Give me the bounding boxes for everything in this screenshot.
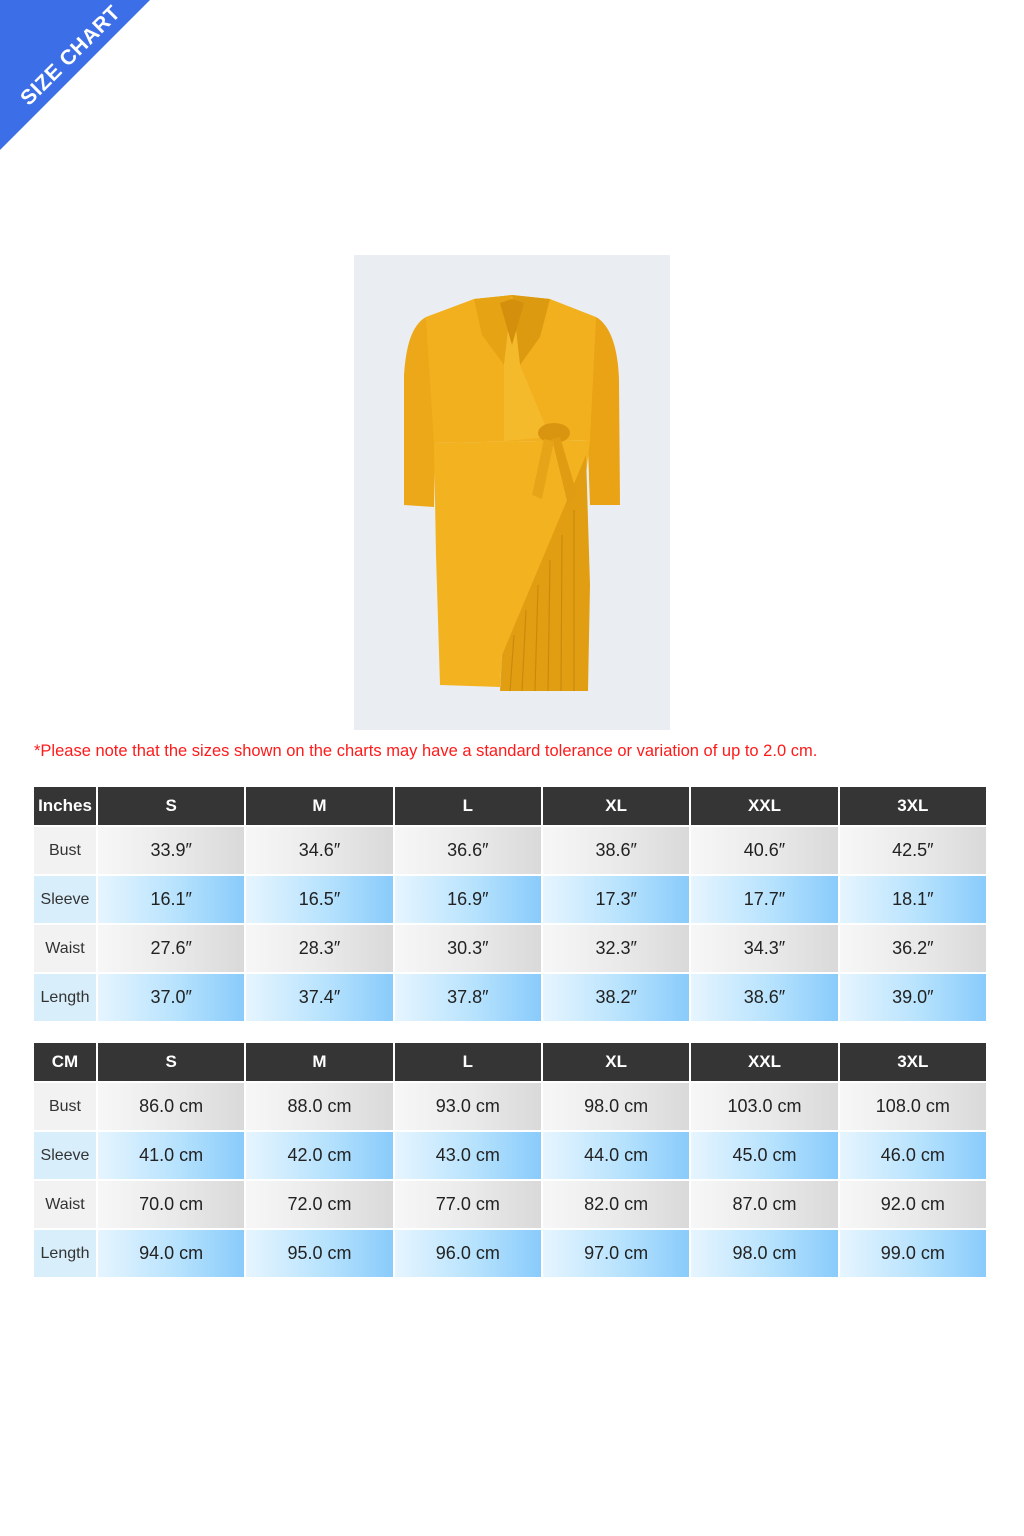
inches-size-table [32, 785, 988, 1023]
measurement-cell: 98.0 cm [691, 1230, 837, 1277]
measurement-cell: 34.3″ [691, 925, 837, 972]
product-image [354, 255, 670, 730]
measurement-cell: 77.0 cm [395, 1181, 541, 1228]
measurement-cell: 97.0 cm [543, 1230, 689, 1277]
measurement-cell: 28.3″ [246, 925, 392, 972]
measurement-cell: 88.0 cm [246, 1083, 392, 1130]
size-header: S [98, 787, 244, 825]
size-tolerance-note: *Please note that the sizes shown on the charts may have a standard tolerance or variation of up to 2.0 cm. [34, 742, 818, 760]
measurement-cell: 37.0″ [98, 974, 244, 1021]
measurement-cell: 38.6″ [691, 974, 837, 1021]
measurement-cell: 33.9″ [98, 827, 244, 874]
measurement-cell: 34.6″ [246, 827, 392, 874]
measurement-cell: 16.9″ [395, 876, 541, 923]
cm-header-row [34, 1043, 986, 1081]
size-header: XXL [691, 787, 837, 825]
table-row [34, 1230, 986, 1277]
measurement-cell: 92.0 cm [840, 1181, 986, 1228]
table-row [34, 1181, 986, 1228]
measurement-cell: 42.5″ [840, 827, 986, 874]
row-label: Length [34, 1230, 96, 1277]
size-header: 3XL [840, 787, 986, 825]
measurement-cell: 94.0 cm [98, 1230, 244, 1277]
measurement-cell: 38.2″ [543, 974, 689, 1021]
measurement-cell: 41.0 cm [98, 1132, 244, 1179]
measurement-cell: 99.0 cm [840, 1230, 986, 1277]
measurement-cell: 17.3″ [543, 876, 689, 923]
measurement-cell: 98.0 cm [543, 1083, 689, 1130]
measurement-cell: 39.0″ [840, 974, 986, 1021]
size-header: XL [543, 1043, 689, 1081]
measurement-cell: 27.6″ [98, 925, 244, 972]
row-label: Waist [34, 1181, 96, 1228]
measurement-cell: 93.0 cm [395, 1083, 541, 1130]
measurement-cell: 32.3″ [543, 925, 689, 972]
size-header: S [98, 1043, 244, 1081]
measurement-cell: 36.2″ [840, 925, 986, 972]
measurement-cell: 18.1″ [840, 876, 986, 923]
measurement-cell: 38.6″ [543, 827, 689, 874]
banner-triangle [0, 0, 150, 150]
yellow-wrap-dress-image [354, 255, 670, 730]
row-label: Waist [34, 925, 96, 972]
measurement-cell: 37.8″ [395, 974, 541, 1021]
measurement-cell: 46.0 cm [840, 1132, 986, 1179]
measurement-cell: 16.5″ [246, 876, 392, 923]
measurement-cell: 96.0 cm [395, 1230, 541, 1277]
measurement-cell: 82.0 cm [543, 1181, 689, 1228]
size-header: M [246, 1043, 392, 1081]
measurement-cell: 95.0 cm [246, 1230, 392, 1277]
row-label: Sleeve [34, 1132, 96, 1179]
measurement-cell: 16.1″ [98, 876, 244, 923]
table-row [34, 876, 986, 923]
measurement-cell: 103.0 cm [691, 1083, 837, 1130]
size-header: XL [543, 787, 689, 825]
measurement-cell: 45.0 cm [691, 1132, 837, 1179]
table-row [34, 925, 986, 972]
measurement-cell: 30.3″ [395, 925, 541, 972]
unit-label-cm: CM [34, 1043, 96, 1081]
size-header: 3XL [840, 1043, 986, 1081]
measurement-cell: 86.0 cm [98, 1083, 244, 1130]
table-row [34, 827, 986, 874]
banner-label: SIZE CHART [16, 1, 126, 111]
measurement-cell: 37.4″ [246, 974, 392, 1021]
inches-header-row [34, 787, 986, 825]
row-label: Sleeve [34, 876, 96, 923]
table-row [34, 1132, 986, 1179]
measurement-cell: 40.6″ [691, 827, 837, 874]
size-header: XXL [691, 1043, 837, 1081]
measurement-cell: 36.6″ [395, 827, 541, 874]
size-header: L [395, 787, 541, 825]
cm-size-table [32, 1041, 988, 1279]
measurement-cell: 17.7″ [691, 876, 837, 923]
table-row [34, 1083, 986, 1130]
size-header: L [395, 1043, 541, 1081]
table-row [34, 974, 986, 1021]
measurement-cell: 87.0 cm [691, 1181, 837, 1228]
measurement-cell: 44.0 cm [543, 1132, 689, 1179]
measurement-cell: 43.0 cm [395, 1132, 541, 1179]
measurement-cell: 72.0 cm [246, 1181, 392, 1228]
row-label: Length [34, 974, 96, 1021]
unit-label-inches: Inches [34, 787, 96, 825]
measurement-cell: 70.0 cm [98, 1181, 244, 1228]
size-header: M [246, 787, 392, 825]
measurement-cell: 42.0 cm [246, 1132, 392, 1179]
row-label: Bust [34, 827, 96, 874]
row-label: Bust [34, 1083, 96, 1130]
measurement-cell: 108.0 cm [840, 1083, 986, 1130]
